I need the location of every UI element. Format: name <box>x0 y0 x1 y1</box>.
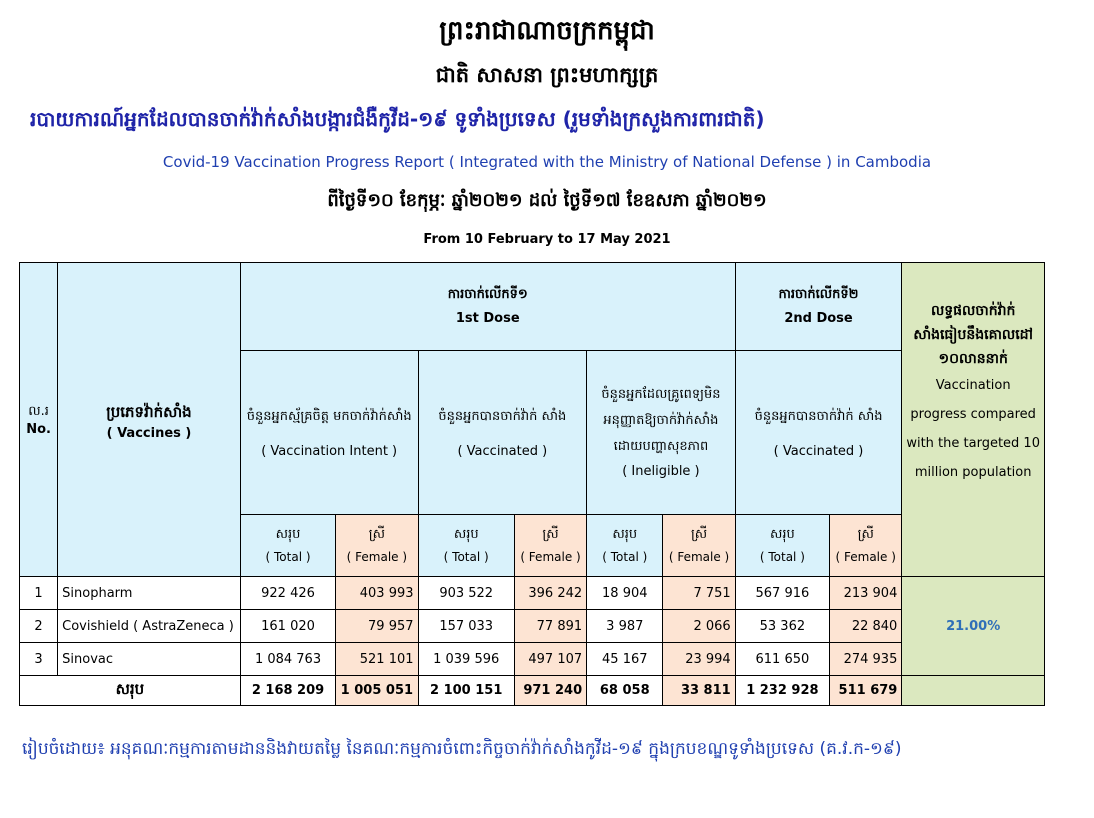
vaccine-name: Sinopharm <box>58 577 241 610</box>
cell-value: 157 033 <box>418 610 514 643</box>
cell-value: 22 840 <box>830 610 902 643</box>
cell-value: 79 957 <box>336 610 418 643</box>
no-header: ល.រ No. <box>20 263 58 577</box>
total-subheader: សរុប ( Total ) <box>240 515 335 577</box>
cell-value: 274 935 <box>830 643 902 676</box>
total-value: 68 058 <box>587 676 663 706</box>
prepared-by-note: រៀបចំដោយ៖ អនុគណៈកម្មការតាមដាននិងវាយតម្លៃ នៃគណៈកម្មការចំពោះកិច្ចចាក់វ៉ាក់សាំងកូវីដ-១៩ ក្នុងក្របខណ្ឌទូទាំងប្រទេស (គ.វ.ក-១៩) <box>22 739 902 759</box>
total-value: 2 100 151 <box>418 676 514 706</box>
cell-value: 23 994 <box>663 643 735 676</box>
cell-value: 611 650 <box>735 643 829 676</box>
cell-value: 45 167 <box>587 643 663 676</box>
cell-value: 53 362 <box>735 610 829 643</box>
female-subheader: ស្រី ( Female ) <box>830 515 902 577</box>
cell-value: 922 426 <box>240 577 335 610</box>
vaccine-name: Covishield ( AstraZeneca ) <box>58 610 241 643</box>
total-value: 971 240 <box>514 676 586 706</box>
table-row <box>20 643 1045 676</box>
cell-value: 1 084 763 <box>240 643 335 676</box>
motto-heading: ជាតិ សាសនា ព្រះមហាក្សត្រ <box>435 63 659 87</box>
cell-value: 497 107 <box>514 643 586 676</box>
ineligible-header: ចំនួនអ្នកដែលគ្រូពេទ្យមិនអនុញ្ញាតឱ្យចាក់វ៉ាក់សាំងដោយបញ្ហាសុខភាព ( Ineligible ) <box>587 351 736 515</box>
report-period-en: From 10 February to 17 May 2021 <box>423 232 671 247</box>
vaccine-name: Sinovac <box>58 643 241 676</box>
cell-value: 2 066 <box>663 610 735 643</box>
total-value: 511 679 <box>830 676 902 706</box>
total-value: 1 232 928 <box>735 676 829 706</box>
cell-value: 3 987 <box>587 610 663 643</box>
cell-value: 18 904 <box>587 577 663 610</box>
progress-cell-filler <box>902 676 1045 706</box>
row-no: 2 <box>20 610 58 643</box>
dose1-header: ការចាក់លើកទី១ 1st Dose <box>240 263 735 351</box>
dose2-header: ការចាក់លើកទី២ 2nd Dose <box>735 263 902 351</box>
cell-value: 903 522 <box>418 577 514 610</box>
total-label: សរុប <box>20 676 241 706</box>
kingdom-heading: ព្រះរាជាណាចក្រកម្ពុជា <box>439 16 655 46</box>
female-subheader: ស្រី ( Female ) <box>514 515 586 577</box>
cell-value: 161 020 <box>240 610 335 643</box>
vaccination-table <box>19 262 1045 706</box>
total-subheader: សរុប ( Total ) <box>735 515 829 577</box>
table-row <box>20 577 1045 610</box>
vaccine-header: ប្រភេទវ៉ាក់សាំង ( Vaccines ) <box>58 263 241 577</box>
total-row <box>20 676 1045 706</box>
report-period-km: ពីថ្ងៃទី១០ ខែកុម្ភៈ ឆ្នាំ២០២១ ដល់ ថ្ងៃទី១៧ ខែឧសភា ឆ្នាំ២០២១ <box>327 190 767 211</box>
female-subheader: ស្រី ( Female ) <box>336 515 418 577</box>
report-title-en: Covid-19 Vaccination Progress Report ( Integrated with the Ministry of National Defense ) in Cambodia <box>162 153 932 171</box>
vaccinated1-header: ចំនួនអ្នកបានចាក់វ៉ាក់ សាំង ( Vaccinated ) <box>418 351 587 515</box>
cell-value: 7 751 <box>663 577 735 610</box>
cell-value: 77 891 <box>514 610 586 643</box>
report-title-km: របាយការណ៍អ្នកដែលបានចាក់វ៉ាក់សាំងបង្ការជំងឺកូវីដ-១៩ ទូទាំងប្រទេស (រួមទាំងក្រសួងការពារជាតិ) <box>30 107 765 131</box>
row-no: 1 <box>20 577 58 610</box>
cell-value: 396 242 <box>514 577 586 610</box>
progress-percentage: 21.00% <box>902 577 1045 676</box>
row-no: 3 <box>20 643 58 676</box>
table-row <box>20 610 1045 643</box>
cell-value: 521 101 <box>336 643 418 676</box>
female-subheader: ស្រី ( Female ) <box>663 515 735 577</box>
cell-value: 567 916 <box>735 577 829 610</box>
vaccinated2-header: ចំនួនអ្នកបានចាក់វ៉ាក់ សាំង ( Vaccinated ) <box>735 351 902 515</box>
cell-value: 1 039 596 <box>418 643 514 676</box>
total-subheader: សរុប ( Total ) <box>418 515 514 577</box>
total-value: 33 811 <box>663 676 735 706</box>
total-value: 1 005 051 <box>336 676 418 706</box>
progress-header: លទ្ធផលចាក់វ៉ាក់សាំងធៀបនឹងគោលដៅ ១០លាននាក់ Vaccination progress compared with the targeted 10 million population <box>902 263 1045 577</box>
cell-value: 213 904 <box>830 577 902 610</box>
cell-value: 403 993 <box>336 577 418 610</box>
total-subheader: សរុប ( Total ) <box>587 515 663 577</box>
intent-header: ចំនួនអ្នកស្ម័គ្រចិត្ត មកចាក់វ៉ាក់សាំង ( Vaccination Intent ) <box>240 351 418 515</box>
total-value: 2 168 209 <box>240 676 335 706</box>
